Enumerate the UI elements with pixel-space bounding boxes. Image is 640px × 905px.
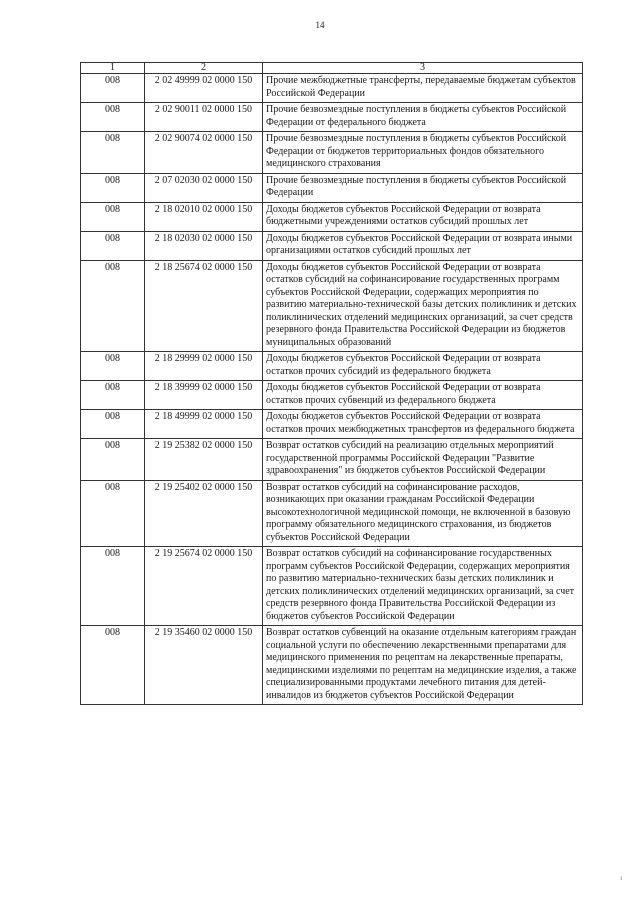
- budget-code-cell: 2 02 90074 02 0000 150: [145, 132, 263, 174]
- admin-code-cell: 008: [81, 231, 145, 260]
- admin-code-cell: 008: [81, 547, 145, 626]
- admin-code-cell: 008: [81, 439, 145, 481]
- page-number: 14: [315, 20, 325, 30]
- income-name-cell: Прочие безвозмездные поступления в бюджеты субъектов Российской Федерации от федерального бюджета: [263, 103, 583, 132]
- column-header-3: 3: [263, 63, 583, 74]
- table-row: [81, 381, 583, 410]
- budget-code-cell: 2 19 35460 02 0000 150: [145, 626, 263, 705]
- income-name-cell: Доходы бюджетов субъектов Российской Федерации от возврата остатков прочих субсидий из федерального бюджета: [263, 352, 583, 381]
- corner-mark: i: [620, 876, 622, 882]
- income-name-cell: Возврат остатков субсидий на софинансирование государственных программ субъектов Российской Федерации, содержащих мероприятия по развитию материально-технических базы детских поликлиник и детских поликлинических отделений медицинских организаций, за счет средств резервного фонда Правительства Российской Федерации из бюджетов субъектов Российской Федерации: [263, 547, 583, 626]
- admin-code-cell: 008: [81, 103, 145, 132]
- table-row: [81, 480, 583, 547]
- admin-code-cell: 008: [81, 352, 145, 381]
- budget-code-cell: 2 02 90011 02 0000 150: [145, 103, 263, 132]
- income-name-cell: Доходы бюджетов субъектов Российской Федерации от возврата бюджетными учреждениями остатков субсидий прошлых лет: [263, 202, 583, 231]
- table-row: [81, 626, 583, 705]
- table-row: [81, 410, 583, 439]
- table-row: [81, 352, 583, 381]
- budget-code-cell: 2 18 02010 02 0000 150: [145, 202, 263, 231]
- admin-code-cell: 008: [81, 626, 145, 705]
- column-header-2: 2: [145, 63, 263, 74]
- admin-code-cell: 008: [81, 381, 145, 410]
- budget-code-cell: 2 18 25674 02 0000 150: [145, 260, 263, 352]
- admin-code-cell: 008: [81, 480, 145, 547]
- budget-code-cell: 2 18 49999 02 0000 150: [145, 410, 263, 439]
- table-row: [81, 132, 583, 174]
- table-row: [81, 202, 583, 231]
- budget-code-cell: 2 02 49999 02 0000 150: [145, 74, 263, 103]
- table-row: [81, 231, 583, 260]
- income-name-cell: Прочие межбюджетные трансферты, передаваемые бюджетам субъектов Российской Федерации: [263, 74, 583, 103]
- budget-code-cell: 2 07 02030 02 0000 150: [145, 173, 263, 202]
- income-name-cell: Возврат остатков субвенций на оказание отдельным категориям граждан социальной услуги по обеспечению лекарственными препаратами для медицинского применения по рецептам на лекарственные препараты, медицинскими изделиями по рецептам на медицинские изделия, а также специализированными продуктами лечебного питания для детей-инвалидов из бюджетов субъектов Российской Федерации: [263, 626, 583, 705]
- income-name-cell: Доходы бюджетов субъектов Российской Федерации от возврата иными организациями остатков субсидий прошлых лет: [263, 231, 583, 260]
- admin-code-cell: 008: [81, 260, 145, 352]
- table-row: [81, 260, 583, 352]
- table-row: [81, 547, 583, 626]
- column-header-1: 1: [81, 63, 145, 74]
- income-name-cell: Доходы бюджетов субъектов Российской Федерации от возврата остатков прочих межбюджетных трансфертов из федерального бюджета: [263, 410, 583, 439]
- budget-code-cell: 2 18 02030 02 0000 150: [145, 231, 263, 260]
- income-name-cell: Возврат остатков субсидий на реализацию отдельных мероприятий государственной программы Российской Федерации "Развитие здравоохранения" из бюджетов субъектов Российской Федерации: [263, 439, 583, 481]
- admin-code-cell: 008: [81, 410, 145, 439]
- budget-code-cell: 2 19 25382 02 0000 150: [145, 439, 263, 481]
- table-row: [81, 173, 583, 202]
- budget-code-cell: 2 19 25674 02 0000 150: [145, 547, 263, 626]
- budget-code-cell: 2 18 29999 02 0000 150: [145, 352, 263, 381]
- budget-code-cell: 2 18 39999 02 0000 150: [145, 381, 263, 410]
- income-name-cell: Доходы бюджетов субъектов Российской Федерации от возврата остатков прочих субвенций из федерального бюджета: [263, 381, 583, 410]
- budget-code-cell: 2 19 25402 02 0000 150: [145, 480, 263, 547]
- table-header-row: [81, 63, 583, 74]
- admin-code-cell: 008: [81, 202, 145, 231]
- income-name-cell: Прочие безвозмездные поступления в бюджеты субъектов Российской Федерации: [263, 173, 583, 202]
- budget-classification-table: [80, 62, 583, 705]
- admin-code-cell: 008: [81, 74, 145, 103]
- income-name-cell: Прочие безвозмездные поступления в бюджеты субъектов Российской Федерации от бюджетов территориальных фондов обязательного медицинского страхования: [263, 132, 583, 174]
- admin-code-cell: 008: [81, 132, 145, 174]
- income-name-cell: Доходы бюджетов субъектов Российской Федерации от возврата остатков субсидий на софинансирование государственных программ субъектов Российской Федерации, содержащих мероприятия по развитию материально-технической базы детских поликлиник и детских поликлинических отделений медицинских организаций, за счет средств резервного фонда Правительства Российской Федерации из бюджетов муниципальных образований: [263, 260, 583, 352]
- table-row: [81, 439, 583, 481]
- table-row: [81, 74, 583, 103]
- admin-code-cell: 008: [81, 173, 145, 202]
- income-name-cell: Возврат остатков субсидий на софинансирование расходов, возникающих при оказании гражданам Российской Федерации высокотехнологичной медицинской помощи, не включенной в базовую программу обязательного медицинского страхования, из бюджетов субъектов Российской Федерации: [263, 480, 583, 547]
- table-row: [81, 103, 583, 132]
